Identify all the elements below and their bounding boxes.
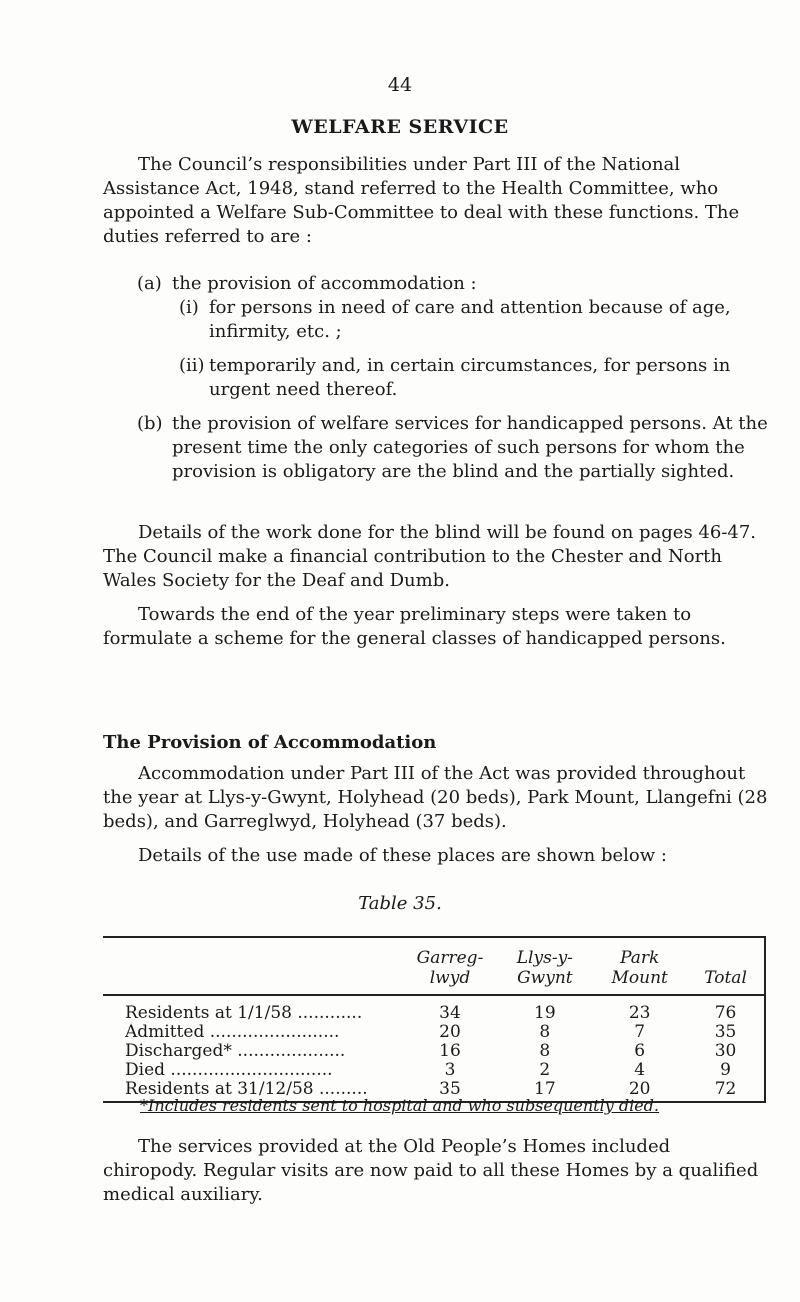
cell-total: 35: [687, 1023, 765, 1042]
cell-garreglwyd: 16: [439, 1041, 461, 1061]
cell-llys-y-gwynt: 17: [534, 1079, 556, 1099]
cell-total: 72: [687, 1080, 765, 1102]
row-label-text: Admitted: [125, 1022, 205, 1042]
closing-paragraph: The services provided at the Old People’s Homes included chiropody. Regular visits are now paid to all these Homes by a qualified medical auxiliary.: [103, 1136, 759, 1205]
table-row: [103, 995, 765, 1023]
row-leader: .........: [313, 1079, 368, 1099]
footnote-text: *Includes residents sent to hospital and who subsequently died.: [140, 1096, 660, 1115]
item-ii-label: (ii): [179, 355, 205, 376]
row-label: [103, 1023, 403, 1042]
cell-total: 30: [687, 1042, 765, 1061]
header-llys-line1: Llys-y-: [516, 948, 573, 968]
table-footnote: [140, 1096, 659, 1115]
header-park-mount: [592, 937, 687, 995]
item-i-label: (i): [179, 297, 199, 318]
row-label: [103, 995, 403, 1023]
row-label-text: Residents at 1/1/58: [125, 1003, 292, 1023]
details-paragraph: Details of the work done for the blind will be found on pages 46-47. The Council make a financial contribution to the Chester and North Wales Society for the Deaf and Dumb.: [103, 522, 757, 591]
towards-paragraph: Towards the end of the year preliminary steps were taken to formulate a scheme for the general classes of handicapped persons.: [103, 604, 726, 649]
header-garreglwyd-line2: lwyd: [429, 968, 471, 988]
cell-llys-y-gwynt: 19: [534, 1003, 556, 1023]
accommodation-table: [103, 936, 766, 1103]
intro-paragraph: The Council’s responsibilities under Part III of the National Assistance Act, 1948, stand referred to the Health Committee, who appointed a Welfare Sub-Committee to deal with these functions. The duties referred to are :: [103, 154, 740, 247]
row-leader: ..............................: [165, 1060, 333, 1080]
header-park-line2: Mount: [611, 968, 668, 988]
page-number: 44: [387, 74, 413, 96]
header-park-line1: Park: [620, 948, 660, 968]
cell-park-mount: 7: [634, 1022, 646, 1042]
row-label-text: Discharged*: [125, 1041, 232, 1061]
cell-llys-y-gwynt: 8: [539, 1041, 551, 1061]
table-header-row: [103, 937, 765, 995]
row-label-text: Died: [125, 1060, 166, 1080]
header-garreglwyd: [403, 937, 498, 995]
item-ii-text: temporarily and, in certain circumstances, for persons in urgent need thereof.: [209, 355, 731, 400]
cell-park-mount: 23: [628, 1003, 651, 1023]
row-label: [103, 1042, 403, 1061]
cell-park-mount: 6: [634, 1041, 646, 1061]
table-caption: Table 35.: [358, 893, 442, 914]
header-llys-line2: Gwynt: [517, 968, 573, 988]
header-total: Total: [687, 937, 765, 995]
section-heading: The Provision of Accommodation: [103, 732, 437, 753]
cell-garreglwyd: 35: [439, 1079, 461, 1099]
cell-park-mount: 20: [628, 1079, 651, 1099]
item-a-text: the provision of accommodation :: [172, 273, 477, 294]
accommodation-paragraph: Accommodation under Part III of the Act was provided throughout the year at Llys-y-Gwynt, Holyhead (20 beds), Park Mount, Llangefni (28 beds), and Garreglwyd, Holyhead (37 beds).: [103, 763, 768, 832]
item-a-label: (a): [137, 273, 162, 294]
cell-garreglwyd: 3: [444, 1060, 456, 1080]
table-row: [103, 1023, 765, 1042]
row-leader: ............: [291, 1003, 363, 1023]
item-b-text: the provision of welfare services for handicapped persons. At the present time the only categories of such persons for whom the provision is obligatory are the blind and the partially sighted.: [172, 413, 768, 482]
cell-llys-y-gwynt: 2: [539, 1060, 551, 1080]
header-llys-y-gwynt: [497, 937, 592, 995]
row-label: [103, 1061, 403, 1080]
cell-total: 76: [687, 995, 765, 1023]
table-row: [103, 1061, 765, 1080]
item-b-label: (b): [137, 413, 163, 434]
cell-garreglwyd: 20: [439, 1022, 461, 1042]
page-title: WELFARE SERVICE: [291, 116, 509, 138]
cell-garreglwyd: 34: [439, 1003, 461, 1023]
item-i-text: for persons in need of care and attention because of age, infirmity, etc. ;: [209, 297, 731, 342]
cell-llys-y-gwynt: 8: [539, 1022, 551, 1042]
row-label-text: Residents at 31/12/58: [125, 1079, 314, 1099]
cell-park-mount: 4: [634, 1060, 646, 1080]
table-row: [103, 1042, 765, 1061]
header-blank: [103, 937, 403, 995]
cell-total: 9: [687, 1061, 765, 1080]
use-paragraph: Details of the use made of these places are shown below :: [138, 845, 667, 866]
row-leader: ........................: [204, 1022, 340, 1042]
header-garreglwyd-line1: Garreg-: [416, 948, 484, 968]
row-leader: ....................: [231, 1041, 346, 1061]
